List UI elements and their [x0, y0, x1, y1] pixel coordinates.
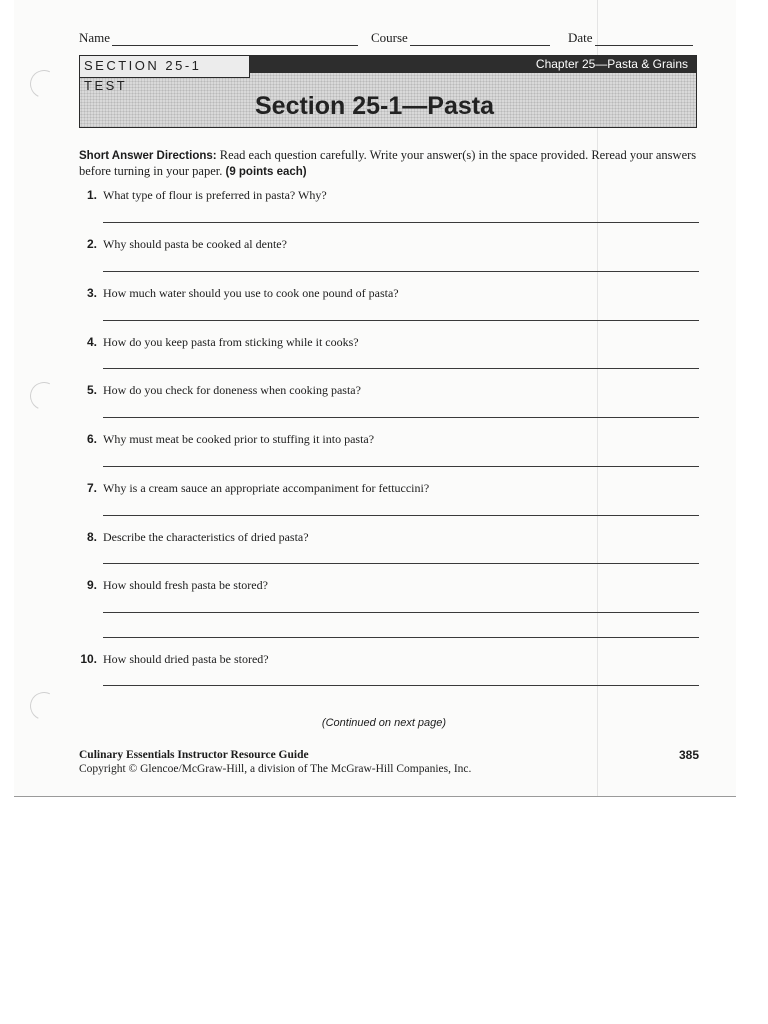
question-text: How should dried pasta be stored?	[103, 652, 269, 666]
question-number: 3.	[86, 286, 97, 300]
name-blank[interactable]	[112, 31, 358, 46]
question-text: Why should pasta be cooked al dente?	[103, 237, 287, 251]
question-text: How should fresh pasta be stored?	[103, 578, 268, 592]
student-info-header	[79, 30, 699, 50]
answer-line[interactable]	[103, 685, 699, 686]
page-title: Section 25-1—Pasta	[255, 92, 494, 120]
copyright-text: Copyright © Glencoe/McGraw-Hill, a division of The McGraw-Hill Companies, Inc.	[79, 763, 472, 775]
continued-note: (Continued on next page)	[321, 717, 447, 729]
question-text: How do you keep pasta from sticking while it cooks?	[103, 335, 359, 349]
course-label: Course	[371, 30, 408, 45]
question-text: Why is a cream sauce an appropriate accompaniment for fettuccini?	[103, 481, 430, 495]
question-number: 10.	[80, 652, 97, 666]
name-field[interactable]	[79, 30, 358, 46]
question-text: How do you check for doneness when cooking pasta?	[103, 383, 361, 397]
question-number: 1.	[86, 188, 97, 202]
question-number: 7.	[86, 481, 97, 495]
date-field[interactable]	[568, 30, 693, 46]
answer-line[interactable]	[103, 320, 699, 321]
question-text: How much water should you use to cook one pound of pasta?	[103, 286, 399, 300]
answer-line[interactable]	[103, 368, 699, 369]
course-field[interactable]	[371, 30, 550, 46]
answer-line[interactable]	[103, 466, 699, 467]
answer-line[interactable]	[103, 417, 699, 418]
course-blank[interactable]	[410, 31, 550, 46]
section-banner	[79, 55, 697, 128]
answer-line[interactable]	[103, 612, 699, 613]
answer-line[interactable]	[103, 637, 699, 638]
directions-paragraph	[79, 148, 701, 180]
question-number: 2.	[86, 237, 97, 251]
question-text: Describe the characteristics of dried pasta?	[103, 530, 309, 544]
answer-line[interactable]	[103, 222, 699, 223]
question-number: 8.	[86, 530, 97, 544]
page-number: 385	[678, 748, 699, 762]
question-number: 4.	[86, 335, 97, 349]
question-number: 5.	[86, 383, 97, 397]
directions-label: Short Answer Directions:	[79, 150, 217, 162]
answer-line[interactable]	[103, 563, 699, 564]
question-text: Why must meat be cooked prior to stuffing it into pasta?	[103, 432, 375, 446]
question-text: What type of flour is preferred in pasta? Why?	[103, 188, 327, 202]
answer-line[interactable]	[103, 515, 699, 516]
points-note: (9 points each)	[225, 166, 307, 178]
guide-title: Culinary Essentials Instructor Resource Guide	[79, 749, 309, 761]
section-test-tab: SECTION 25-1 TEST	[80, 56, 250, 78]
name-label: Name	[79, 30, 111, 45]
answer-line[interactable]	[103, 271, 699, 272]
page-footer	[79, 748, 699, 776]
date-blank[interactable]	[595, 31, 693, 46]
date-label: Date	[568, 30, 593, 45]
directions-text: Read each question carefully. Write your answer(s) in the space provided. Reread your answers before turning in your paper.	[79, 148, 697, 178]
question-number: 6.	[86, 432, 97, 446]
question-number: 9.	[86, 578, 97, 592]
chapter-label: Chapter 25—Pasta & Grains	[250, 56, 696, 73]
